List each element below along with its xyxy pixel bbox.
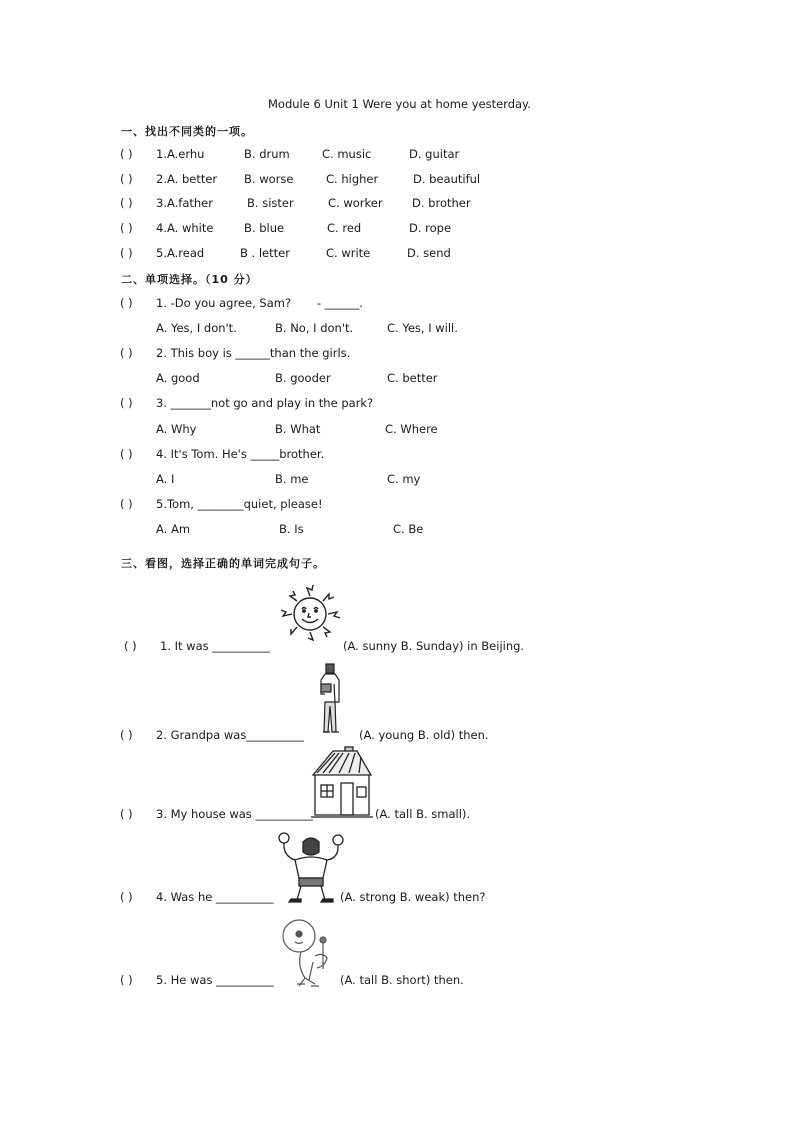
question-text: 4. Was he __________ xyxy=(156,890,274,904)
question-text: 1. It was __________ xyxy=(160,639,270,653)
option-a: A. Why xyxy=(156,422,197,436)
option-c: C. Where xyxy=(385,422,438,436)
option-a: 5.A.read xyxy=(156,246,205,260)
answer-paren[interactable]: ( ) xyxy=(120,147,133,161)
house-icon xyxy=(309,745,375,821)
answer-paren[interactable]: ( ) xyxy=(120,346,133,360)
boy-icon xyxy=(277,912,335,990)
option-a: A. Am xyxy=(156,522,191,536)
options-text: (A. sunny B. Sunday) in Beijing. xyxy=(343,639,525,653)
option-c: C. red xyxy=(327,221,362,235)
answer-paren[interactable]: ( ) xyxy=(120,196,133,210)
question-text: 3. _______not go and play in the park? xyxy=(156,396,374,410)
option-a: 2.A. better xyxy=(156,172,218,186)
option-b: B. Is xyxy=(279,522,304,536)
answer-paren[interactable]: ( ) xyxy=(124,639,137,653)
option-b: B. drum xyxy=(244,147,290,161)
option-b: B . letter xyxy=(240,246,290,260)
answer-paren[interactable]: ( ) xyxy=(120,447,133,461)
option-a: A. good xyxy=(156,371,200,385)
option-a: A. Yes, I don't. xyxy=(156,321,237,335)
section1-heading: 一、找出不同类的一项。 xyxy=(121,125,253,138)
option-c: C. worker xyxy=(328,196,383,210)
options-text: (A. young B. old) then. xyxy=(359,728,489,742)
question-text: 1. -Do you agree, Sam? xyxy=(156,296,292,310)
question-text: 5. He was __________ xyxy=(156,973,274,987)
options-text: (A. strong B. weak) then? xyxy=(340,890,486,904)
question-text: 4. It's Tom. He's _____brother. xyxy=(156,447,325,461)
option-b: B. me xyxy=(275,472,309,486)
question-text: 2. This boy is ______than the girls. xyxy=(156,346,351,360)
option-b: B. blue xyxy=(244,221,285,235)
page-title: Module 6 Unit 1 Were you at home yesterday. xyxy=(268,97,531,111)
option-d: D. send xyxy=(407,246,451,260)
question-text: 5.Tom, ________quiet, please! xyxy=(156,497,323,511)
option-c: C. write xyxy=(326,246,371,260)
option-c: C. my xyxy=(387,472,421,486)
answer-paren[interactable]: ( ) xyxy=(120,807,133,821)
option-c: C. Yes, I will. xyxy=(387,321,458,335)
option-b: B. No, I don't. xyxy=(275,321,354,335)
option-d: D. rope xyxy=(409,221,452,235)
option-a: 1.A.erhu xyxy=(156,147,205,161)
option-c: C. better xyxy=(387,371,438,385)
option-c: C. Be xyxy=(393,522,424,536)
answer-paren[interactable]: ( ) xyxy=(120,728,133,742)
answer-paren[interactable]: ( ) xyxy=(120,296,133,310)
option-b: B. worse xyxy=(244,172,294,186)
question-response: - ______. xyxy=(317,296,363,310)
option-c: C. higher xyxy=(326,172,379,186)
strong-man-icon xyxy=(275,830,347,906)
question-text: 3. My house was __________ xyxy=(156,807,313,821)
section3-heading: 三、看图，选择正确的单词完成句子。 xyxy=(121,557,325,570)
option-a: A. I xyxy=(156,472,175,486)
option-b: B. What xyxy=(275,422,321,436)
section2-heading: 二、单项选择。（10 分） xyxy=(121,273,258,286)
sun-icon xyxy=(275,584,345,644)
option-a: 4.A. white xyxy=(156,221,214,235)
grandpa-icon xyxy=(312,662,348,738)
answer-paren[interactable]: ( ) xyxy=(120,172,133,186)
option-d: D. guitar xyxy=(409,147,460,161)
option-b: B. gooder xyxy=(275,371,331,385)
answer-paren[interactable]: ( ) xyxy=(120,497,133,511)
answer-paren[interactable]: ( ) xyxy=(120,396,133,410)
answer-paren[interactable]: ( ) xyxy=(120,890,133,904)
options-text: (A. tall B. short) then. xyxy=(340,973,464,987)
options-text: (A. tall B. small). xyxy=(375,807,471,821)
option-d: D. beautiful xyxy=(413,172,481,186)
question-text: 2. Grandpa was__________ xyxy=(156,728,304,742)
option-c: C. music xyxy=(322,147,372,161)
option-d: D. brother xyxy=(412,196,471,210)
option-a: 3.A.father xyxy=(156,196,213,210)
answer-paren[interactable]: ( ) xyxy=(120,246,133,260)
option-b: B. sister xyxy=(247,196,294,210)
answer-paren[interactable]: ( ) xyxy=(120,221,133,235)
answer-paren[interactable]: ( ) xyxy=(120,973,133,987)
